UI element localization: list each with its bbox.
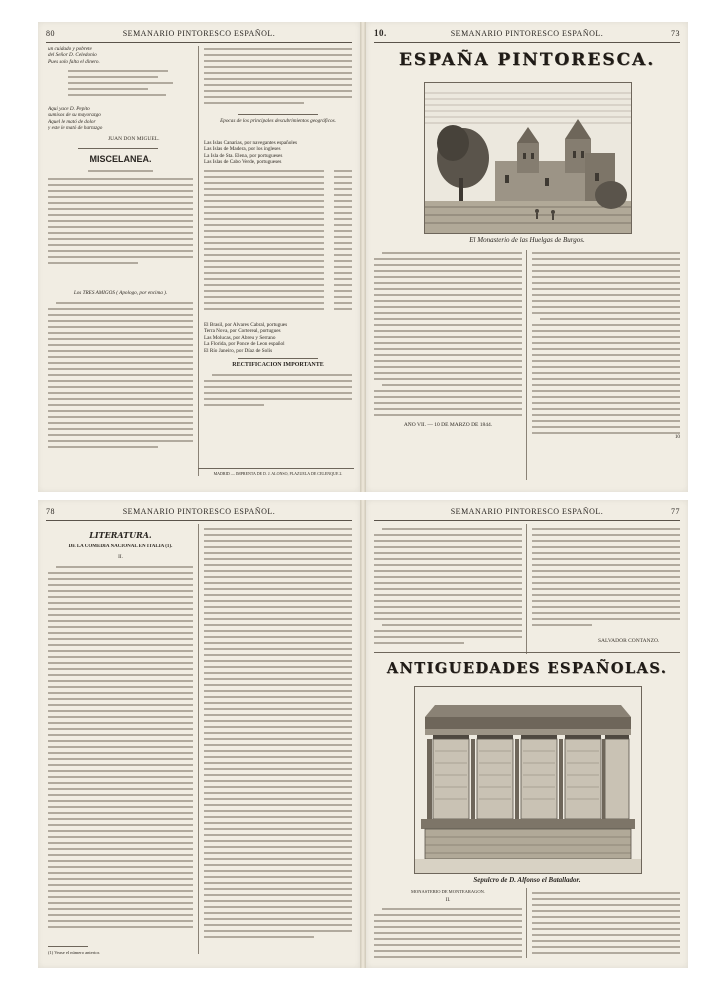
list-item: La Florida, por Ponce de Leon español: [204, 341, 285, 348]
section-title: MISCELANEA.: [89, 154, 152, 164]
tomb-engraving: [414, 686, 642, 874]
notice-title: RECTIFICACION IMPORTANTE: [232, 362, 324, 368]
miscelanea-text: [48, 168, 193, 286]
page-77: [366, 500, 688, 968]
list-heading: Epocas de los principales descubrimientos geográficos.: [220, 118, 336, 124]
poem-line: Pues solo falta el dinero.: [48, 58, 100, 65]
body-column-left: [374, 250, 522, 420]
engraving-caption: Sepulcro de D. Alfonso el Batallador.: [473, 876, 581, 884]
column-divider: [198, 46, 199, 476]
top-spread: [38, 22, 688, 492]
discoveries-list: [204, 140, 352, 166]
article-subtitle: DE LA COMEDIA NACIONAL EN ITALIA (1).: [68, 544, 173, 549]
monastery-engraving: [424, 82, 632, 234]
page-number: 73: [671, 29, 680, 38]
divider: [78, 148, 158, 149]
page-number: 80: [46, 29, 55, 38]
discoveries-list-more: [204, 168, 352, 348]
roman-numeral: II.: [445, 897, 451, 903]
poem-line: Aqui yace D. Pepito: [48, 106, 90, 112]
author-signature: SALVADOR CONTANZO.: [598, 638, 660, 644]
bottom-spread: [38, 500, 688, 968]
subheading: Los TRES AMIGOS ( Apologo, por encima ).: [73, 290, 168, 296]
running-header: [46, 506, 352, 521]
list-item: Las Islas Canarias, por navegantes españoles: [204, 140, 298, 146]
author-signature: JUAN DON MIGUEL.: [108, 136, 160, 142]
tomb-text-left: [374, 906, 522, 962]
page-number: 77: [671, 507, 680, 516]
running-header: [374, 506, 680, 521]
poem: [48, 46, 193, 65]
poem-line: y este le mató de hartazgo: [48, 125, 103, 132]
article-end-right: [532, 526, 680, 636]
poem-line: Aquel le mató de dolor: [48, 118, 96, 125]
body-text: [48, 68, 193, 108]
engraving-caption: El Monasterio de las Huelgas de Burgos.: [469, 236, 585, 244]
apologo-text: [48, 300, 193, 465]
section-rule: [374, 652, 680, 653]
list-item: Las Islas de Madera, por los ingleses: [204, 146, 281, 153]
column-divider: [198, 524, 199, 954]
notice-text: [204, 372, 352, 442]
banner-title: ANTIGUEDADES ESPAÑOLAS.: [386, 660, 668, 677]
divider: [238, 114, 318, 115]
epitaph: [48, 106, 193, 132]
list-item: El Río Janeiro, por Díaz de Solís: [204, 347, 273, 354]
page-73: [366, 22, 688, 492]
discoveries-list-end: [204, 322, 352, 354]
roman-numeral: II.: [118, 554, 123, 560]
imprint: MADRID — IMPRENTA DE D. J. ALONSO, PLAZUELA DE CELENQUE 2.: [213, 471, 343, 476]
column-end-number: 10: [674, 434, 680, 440]
body-column-right: [532, 250, 680, 450]
poem-line: un cuidado y pobrete: [48, 46, 92, 52]
issue-number: 10.: [374, 28, 387, 38]
running-header: [374, 28, 680, 43]
running-head-title: SEMANARIO PINTORESCO ESPAÑOL.: [122, 29, 276, 38]
running-head-title: SEMANARIO PINTORESCO ESPAÑOL.: [450, 29, 604, 38]
imprint-rule: [198, 468, 354, 469]
section-title: LITERATURA.: [89, 530, 152, 540]
running-header: [46, 28, 352, 43]
running-head-title: SEMANARIO PINTORESCO ESPAÑOL.: [122, 507, 276, 516]
poem-line: del Señor D. Celedonio: [48, 52, 97, 59]
list-item: Las Islas de Cabo Verde, portugueses: [204, 159, 282, 166]
dateline: AÑO VII. — 10 DE MARZO DE 1844.: [403, 422, 493, 428]
page-number: 78: [46, 507, 55, 516]
column-divider: [526, 524, 527, 654]
sub-caption: MONASTERIO DE MONTEARAGON.: [410, 889, 486, 894]
poem-line: sumisos de su mayorazgo: [48, 112, 101, 119]
right-col-text: [204, 46, 352, 116]
page-80: [38, 22, 360, 492]
banner-title: ESPAÑA PINTORESCA.: [398, 50, 656, 70]
divider: [238, 358, 318, 359]
list-item: Terra Nova, por Cortereal, portugues: [204, 328, 281, 335]
running-head-title: SEMANARIO PINTORESCO ESPAÑOL.: [450, 507, 604, 516]
column-divider: [526, 250, 527, 480]
page-78: [38, 500, 360, 968]
column-divider: [526, 888, 527, 958]
list-item: El Brasil, por Alvares Cabral, portugues: [204, 322, 288, 328]
article-text-right: [204, 526, 352, 946]
list-item: Las Molucas, por Abreu y Serrano: [204, 334, 276, 341]
list-item: La Isla de Sta. Elena, por portugueses: [204, 152, 283, 159]
tomb-text-right: [532, 890, 680, 962]
article-end-left: [374, 526, 522, 656]
footnote: (1) Vease el número anterior.: [48, 950, 101, 955]
footnote-rule: [48, 946, 88, 947]
article-text-left: [48, 564, 193, 944]
